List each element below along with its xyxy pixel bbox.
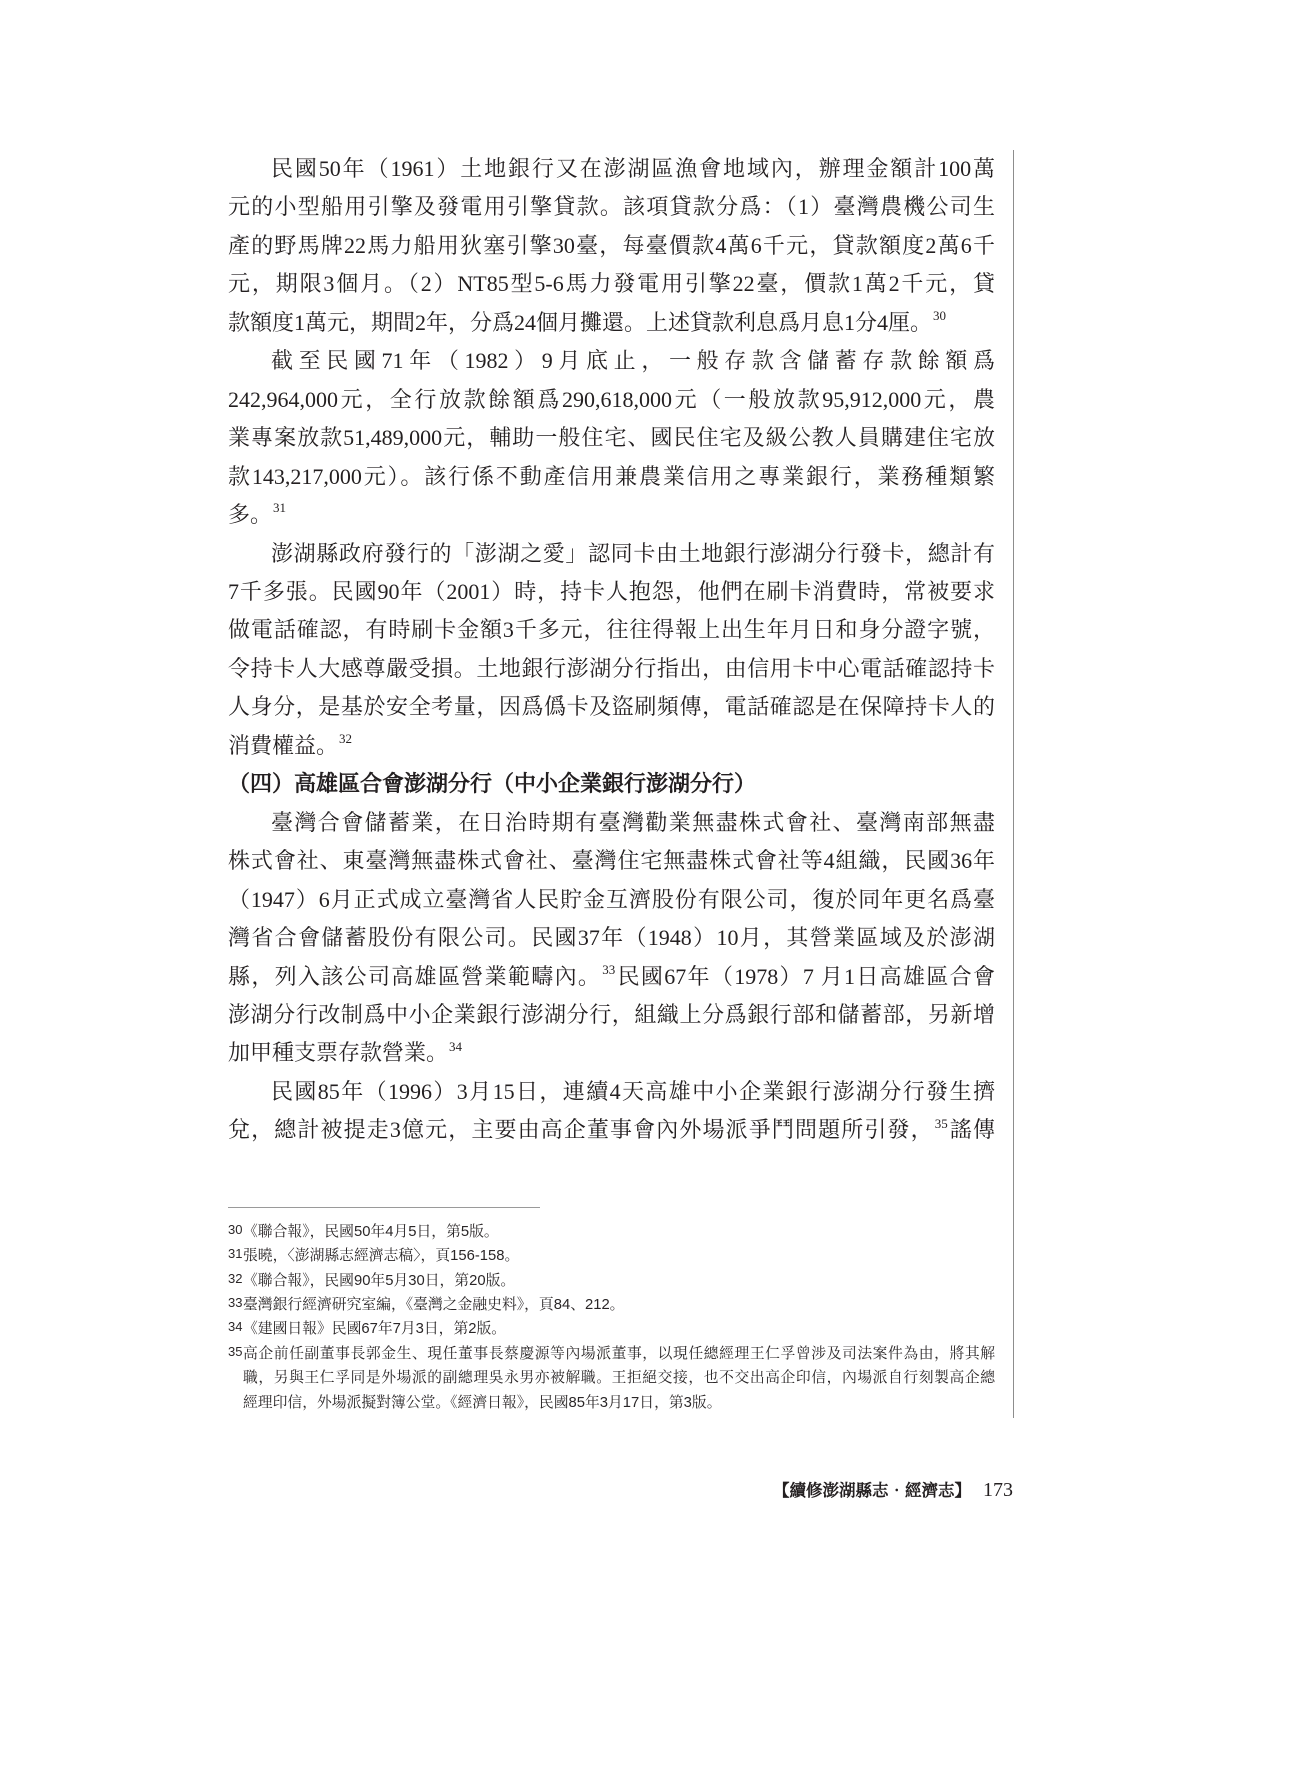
footnote-text bbox=[243, 1220, 995, 1244]
footnote-line: 經理印信，外場派擬對簿公堂。《經濟日報》，民國85年3月17日，第3版。 bbox=[243, 1394, 722, 1411]
footnote-ref: 35 bbox=[934, 1115, 948, 1131]
line-text: 7千多張。民國90年（2001）時，持卡人抱怨，他們在刷卡消費時，常被要求 bbox=[228, 578, 995, 604]
footnote-text bbox=[243, 1342, 995, 1415]
line-text: 灣省合會儲蓄股份有限公司。民國37年（1948）10月，其營業區域及於澎湖 bbox=[228, 925, 995, 951]
text-line bbox=[228, 958, 995, 996]
footnote-line: 《聯合報》，民國50年4月5日，第5版。 bbox=[243, 1223, 499, 1240]
footnote-number: 30 bbox=[228, 1221, 243, 1237]
paragraph bbox=[228, 150, 995, 342]
footnote-line: 《聯合報》，民國90年5月30日，第20版。 bbox=[243, 1272, 516, 1289]
footnote-text bbox=[243, 1269, 995, 1293]
footnote-ref: 34 bbox=[449, 1038, 463, 1054]
text-line bbox=[228, 881, 995, 919]
footnote-number: 32 bbox=[228, 1270, 243, 1286]
text-line bbox=[228, 1073, 995, 1111]
line-text: 242,964,000元，全行放款餘額爲290,618,000元（一般放款95,912,000元，農 bbox=[228, 386, 995, 412]
line-text: 業專案放款51,489,000元，輔助一般住宅、國民住宅及級公教人員購建住宅放 bbox=[228, 425, 995, 451]
text-line bbox=[228, 304, 995, 342]
line-text: （1947）6月正式成立臺灣省人民貯金互濟股份有限公司，復於同年更名爲臺 bbox=[228, 886, 995, 912]
text-line bbox=[228, 573, 995, 611]
line-text: 株式會社、東臺灣無盡株式會社、臺灣住宅無盡株式會社等4組織，民國36年 bbox=[228, 848, 995, 874]
footnote-text bbox=[243, 1244, 995, 1268]
section-heading bbox=[228, 765, 995, 803]
line-text: 民國67年（1978）7 月1日高雄區合會 bbox=[616, 963, 995, 989]
footnote-ref: 31 bbox=[273, 500, 287, 516]
footnote-line: 高企前任副董事長郭金生、現任董事長蔡慶源等內場派董事，以現任總經理王仁孚曾涉及司法案件為由，將其解 bbox=[243, 1345, 995, 1362]
text-line bbox=[228, 150, 995, 188]
text-line bbox=[228, 996, 995, 1034]
footnote bbox=[228, 1220, 995, 1244]
line-text: 臺灣合會儲蓄業，在日治時期有臺灣勸業無盡株式會社、臺灣南部無盡 bbox=[271, 809, 995, 835]
line-text: 做電話確認，有時刷卡金額3千多元，往往得報上出生年月日和身分證字號， bbox=[228, 617, 995, 643]
footnote-ref: 30 bbox=[933, 308, 947, 324]
text-line bbox=[228, 804, 995, 842]
footnote bbox=[228, 1317, 995, 1341]
footnote-ref: 32 bbox=[339, 731, 353, 747]
footnote-line: 臺灣銀行經濟研究室編，《臺灣之金融史料》，頁84、212。 bbox=[243, 1297, 625, 1313]
line-text: 產的野馬牌22馬力船用狄塞引擎30臺，每臺價款4萬6千元，貸款額度2萬6千 bbox=[228, 232, 995, 258]
line-text: 謠傳 bbox=[948, 1117, 995, 1143]
text-line bbox=[228, 342, 995, 380]
footnote bbox=[228, 1293, 995, 1317]
line-text: 款額度1萬元，期間2年，分爲24個月攤還。上述貸款利息爲月息1分4厘。 bbox=[228, 309, 933, 335]
paragraph bbox=[228, 342, 995, 534]
paragraph bbox=[228, 535, 995, 766]
text-column bbox=[228, 150, 1014, 1418]
body-text bbox=[228, 150, 995, 1150]
footnote-text bbox=[243, 1317, 995, 1341]
book-title: 【續修澎湖縣志‧經濟志】 bbox=[773, 1481, 971, 1501]
paragraph bbox=[228, 804, 995, 1073]
line-text: 加甲種支票存款營業。 bbox=[228, 1040, 449, 1066]
line-text: 元，期限3個月。（2）NT85型5-6馬力發電用引擎22臺，價款1萬2千元，貸 bbox=[228, 271, 995, 297]
line-text: 多。 bbox=[228, 502, 273, 528]
text-line bbox=[228, 227, 995, 265]
footnote-text bbox=[243, 1293, 995, 1317]
footnotes bbox=[228, 1220, 995, 1415]
line-text: 澎湖分行改制爲中小企業銀行澎湖分行，組織上分爲銀行部和儲蓄部，另新增 bbox=[228, 1001, 995, 1027]
line-text: 民國85年（1996）3月15日，連續4天高雄中小企業銀行澎湖分行發生擠 bbox=[271, 1078, 995, 1104]
text-line bbox=[228, 188, 995, 226]
text-line bbox=[228, 650, 995, 688]
footnote-number: 31 bbox=[228, 1246, 243, 1262]
footnote bbox=[228, 1244, 995, 1268]
line-text: 消費權益。 bbox=[228, 732, 339, 758]
line-text: 令持卡人大感尊嚴受損。土地銀行澎湖分行指出，由信用卡中心電話確認持卡 bbox=[228, 655, 995, 681]
footnote-ref: 33 bbox=[602, 961, 616, 977]
text-line bbox=[228, 842, 995, 880]
text-line bbox=[228, 611, 995, 649]
text-line bbox=[228, 1111, 995, 1149]
line-text: （四）高雄區合會澎湖分行（中小企業銀行澎湖分行） bbox=[228, 771, 757, 797]
text-line bbox=[228, 727, 995, 765]
text-line bbox=[228, 919, 995, 957]
footnote-line: 《建國日報》民國67年7月3日，第2版。 bbox=[243, 1321, 507, 1338]
footnote-number: 33 bbox=[228, 1295, 243, 1310]
text-line bbox=[228, 1034, 995, 1072]
line-text: 元的小型船用引擎及發電用引擎貸款。該項貸款分爲：（1）臺灣農機公司生 bbox=[228, 194, 995, 220]
page-number: 173 bbox=[983, 1479, 1013, 1502]
text-line bbox=[228, 458, 995, 496]
footnote-number: 34 bbox=[228, 1319, 243, 1335]
footnote-line: 職，另與王仁孚同是外場派的副總理吳永男亦被解職。王拒絕交接，也不交出高企印信，內場派自行刻製高企總 bbox=[243, 1370, 995, 1387]
footnote bbox=[228, 1342, 995, 1415]
running-footer bbox=[228, 1475, 1013, 1507]
line-text: 人身分，是基於安全考量，因爲僞卡及盜刷頻傳，電話確認是在保障持卡人的 bbox=[228, 694, 995, 720]
text-line bbox=[228, 419, 995, 457]
line-text: 縣，列入該公司高雄區營業範疇內。 bbox=[228, 963, 602, 989]
footnote-separator bbox=[228, 1207, 540, 1208]
line-text: 澎湖縣政府發行的「澎湖之愛」認同卡由土地銀行澎湖分行發卡，總計有 bbox=[271, 540, 995, 566]
text-line bbox=[228, 765, 995, 803]
text-line bbox=[228, 688, 995, 726]
footnote bbox=[228, 1269, 995, 1293]
line-text: 兌，總計被提走3億元，主要由高企董事會內外場派爭鬥問題所引發， bbox=[228, 1117, 934, 1143]
text-line bbox=[228, 265, 995, 303]
line-text: 款143,217,000元）。該行係不動產信用兼農業信用之專業銀行，業務種類繁 bbox=[228, 463, 995, 489]
text-line bbox=[228, 496, 995, 534]
line-text: 截至民國71年（1982）9月底止，一般存款含儲蓄存款餘額爲 bbox=[271, 348, 995, 374]
line-text: 民國50年（1961）土地銀行又在澎湖區漁會地域內，辦理金額計100萬 bbox=[271, 156, 995, 181]
text-line bbox=[228, 381, 995, 419]
footnote-number: 35 bbox=[228, 1343, 243, 1359]
text-line bbox=[228, 535, 995, 573]
paragraph bbox=[228, 1073, 995, 1150]
footnote-line: 張曉，〈澎湖縣志經濟志稿〉，頁156-158。 bbox=[243, 1248, 520, 1265]
